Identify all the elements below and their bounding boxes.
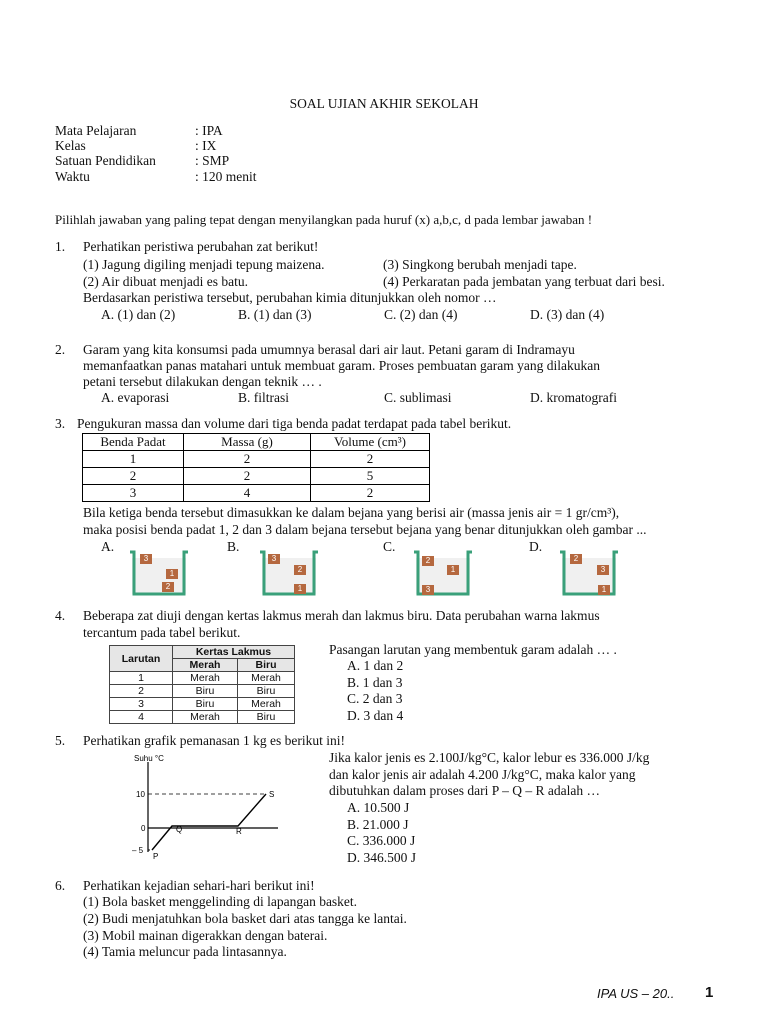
meta-row: Mata Pelajaran : IPA xyxy=(55,123,223,138)
instruction: Pilihlah jawaban yang paling tepat dengan menyilangkan pada huruf (x) a,b,c, d pada lembar jawaban ! xyxy=(55,212,593,227)
q5-option-c: C. 336.000 J xyxy=(347,833,416,848)
question-3: 3. Pengukuran massa dan volume dari tiga benda padat terdapat pada tabel berikut. xyxy=(55,416,512,431)
q3-option-a-label: A. xyxy=(101,539,115,554)
q1-statement: (3) Singkong berubah menjadi tape. xyxy=(383,257,577,272)
q1-option-a: A. (1) dan (2) xyxy=(101,307,176,322)
question-5: 5. Perhatikan grafik pemanasan 1 kg es berikut ini! xyxy=(55,733,346,748)
block: 3 xyxy=(140,554,152,564)
block: 1 xyxy=(598,585,610,595)
meta-row: Satuan Pendidikan : SMP xyxy=(55,153,230,168)
q4-option-c: C. 2 dan 3 xyxy=(347,691,403,706)
q3-line: Bila ketiga benda tersebut dimasukkan ke dalam bejana yang berisi air (massa jenis air = 1 gr/cm³), xyxy=(83,505,620,520)
table-row: 1 Merah Merah xyxy=(110,672,295,685)
q5-line: dan kalor jenis air adalah 4.200 J/kg°C, maka kalor yang xyxy=(329,767,636,782)
q4-line: tercantum pada tabel berikut. xyxy=(83,625,241,640)
q3-line: maka posisi benda padat 1, 2 dan 3 dalam bejana tersebut bejana yang benar ditunjukkan oleh gambar ... xyxy=(83,522,647,537)
table-row: 2 Biru Biru xyxy=(110,685,295,698)
graph-ylabel: Suhu °C xyxy=(134,754,164,763)
table-row: 4 Merah Biru xyxy=(110,711,295,724)
q3-option-b-label: B. xyxy=(227,539,240,554)
q2-option-c: C. sublimasi xyxy=(384,390,452,405)
question-1: 1. Perhatikan peristiwa perubahan zat berikut! xyxy=(55,239,319,254)
q4-option-d: D. 3 dan 4 xyxy=(347,708,404,723)
graph-tick: 0 xyxy=(141,824,146,833)
q5-option-d: D. 346.500 J xyxy=(347,850,417,865)
q5-line: dibutuhkan dalam proses dari P – Q – R adalah … xyxy=(329,783,600,798)
graph-point: S xyxy=(269,790,275,799)
q5-option-a: A. 10.500 J xyxy=(347,800,410,815)
q2-line: memanfaatkan panas matahari untuk membuat garam. Proses pembuatan garam yang dilakukan xyxy=(83,358,600,373)
graph-tick: 10 xyxy=(136,790,145,799)
q1-option-b: B. (1) dan (3) xyxy=(238,307,312,322)
graph-tick: – 5 xyxy=(132,846,144,855)
q2-line: petani tersebut dilakukan dengan teknik … . xyxy=(83,374,322,389)
q4-option-b: B. 1 dan 3 xyxy=(347,675,403,690)
q3-table: Benda Padat Massa (g) Volume (cm³) 1 2 2 2 2 5 3 4 2 xyxy=(82,433,430,502)
q4-table: Larutan Kertas Lakmus Merah Biru 1 Merah Merah 2 Biru Biru 3 Biru Merah 4 Merah Biru xyxy=(109,645,295,724)
beaker-a xyxy=(128,546,190,598)
block: 3 xyxy=(597,565,609,575)
q1-statement: (4) Perkaratan pada jembatan yang terbuat dari besi. xyxy=(383,274,665,289)
q3-option-d-label: D. xyxy=(529,539,543,554)
graph-point: Q xyxy=(176,825,183,834)
footer-text: IPA US – 20.. xyxy=(597,986,675,1001)
q1-option-d: D. (3) dan (4) xyxy=(530,307,605,322)
q6-statement: (4) Tamia meluncur pada lintasannya. xyxy=(83,944,287,959)
beaker-d xyxy=(558,546,620,598)
block: 1 xyxy=(166,569,178,579)
table-row: 1 2 2 xyxy=(83,451,430,468)
graph-point: P xyxy=(153,852,159,861)
q6-statement: (1) Bola basket menggelinding di lapangan basket. xyxy=(83,894,358,909)
q2-option-b: B. filtrasi xyxy=(238,390,289,405)
block: 2 xyxy=(294,565,306,575)
q3-option-c-label: C. xyxy=(383,539,396,554)
table-row: 3 4 2 xyxy=(83,485,430,502)
block: 3 xyxy=(422,585,434,595)
q4-option-a: A. 1 dan 2 xyxy=(347,658,404,673)
q5-option-b: B. 21.000 J xyxy=(347,817,409,832)
table-row: 2 2 5 xyxy=(83,468,430,485)
q2-option-d: D. kromatografi xyxy=(530,390,617,405)
graph-point: R xyxy=(236,827,242,836)
q2-option-a: A. evaporasi xyxy=(101,390,170,405)
page-title: SOAL UJIAN AKHIR SEKOLAH xyxy=(289,96,479,111)
q1-statement: (2) Air dibuat menjadi es batu. xyxy=(83,274,248,289)
block: 2 xyxy=(570,554,582,564)
meta-row: Kelas : IX xyxy=(55,138,217,153)
heating-graph xyxy=(128,752,288,864)
table-row: 3 Biru Merah xyxy=(110,698,295,711)
question-6: 6. Perhatikan kejadian sehari-hari berikut ini! xyxy=(55,878,315,893)
q1-statement: (1) Jagung digiling menjadi tepung maizena. xyxy=(83,257,325,272)
q1-option-c: C. (2) dan (4) xyxy=(384,307,458,322)
q6-statement: (3) Mobil mainan digerakkan dengan baterai. xyxy=(83,928,328,943)
block: 3 xyxy=(268,554,280,564)
page-number: 1 xyxy=(705,984,714,1001)
question-4: 4. Beberapa zat diuji dengan kertas lakmus merah dan lakmus biru. Data perubahan warna lakmus xyxy=(55,608,600,623)
q5-line: Jika kalor jenis es 2.100J/kg°C, kalor lebur es 336.000 J/kg xyxy=(329,750,650,765)
block: 1 xyxy=(294,584,306,594)
block: 2 xyxy=(422,556,434,566)
q4-question: Pasangan larutan yang membentuk garam adalah … . xyxy=(329,642,617,657)
meta-row: Waktu : 120 menit xyxy=(55,169,257,184)
q6-statement: (2) Budi menjatuhkan bola basket dari atas tangga ke lantai. xyxy=(83,911,407,926)
block: 1 xyxy=(447,565,459,575)
question-2: 2. Garam yang kita konsumsi pada umumnya berasal dari air laut. Petani garam di Indramayu xyxy=(55,342,575,357)
q1-question: Berdasarkan peristiwa tersebut, perubahan kimia ditunjukkan oleh nomor … xyxy=(83,290,497,305)
block: 2 xyxy=(162,582,174,592)
